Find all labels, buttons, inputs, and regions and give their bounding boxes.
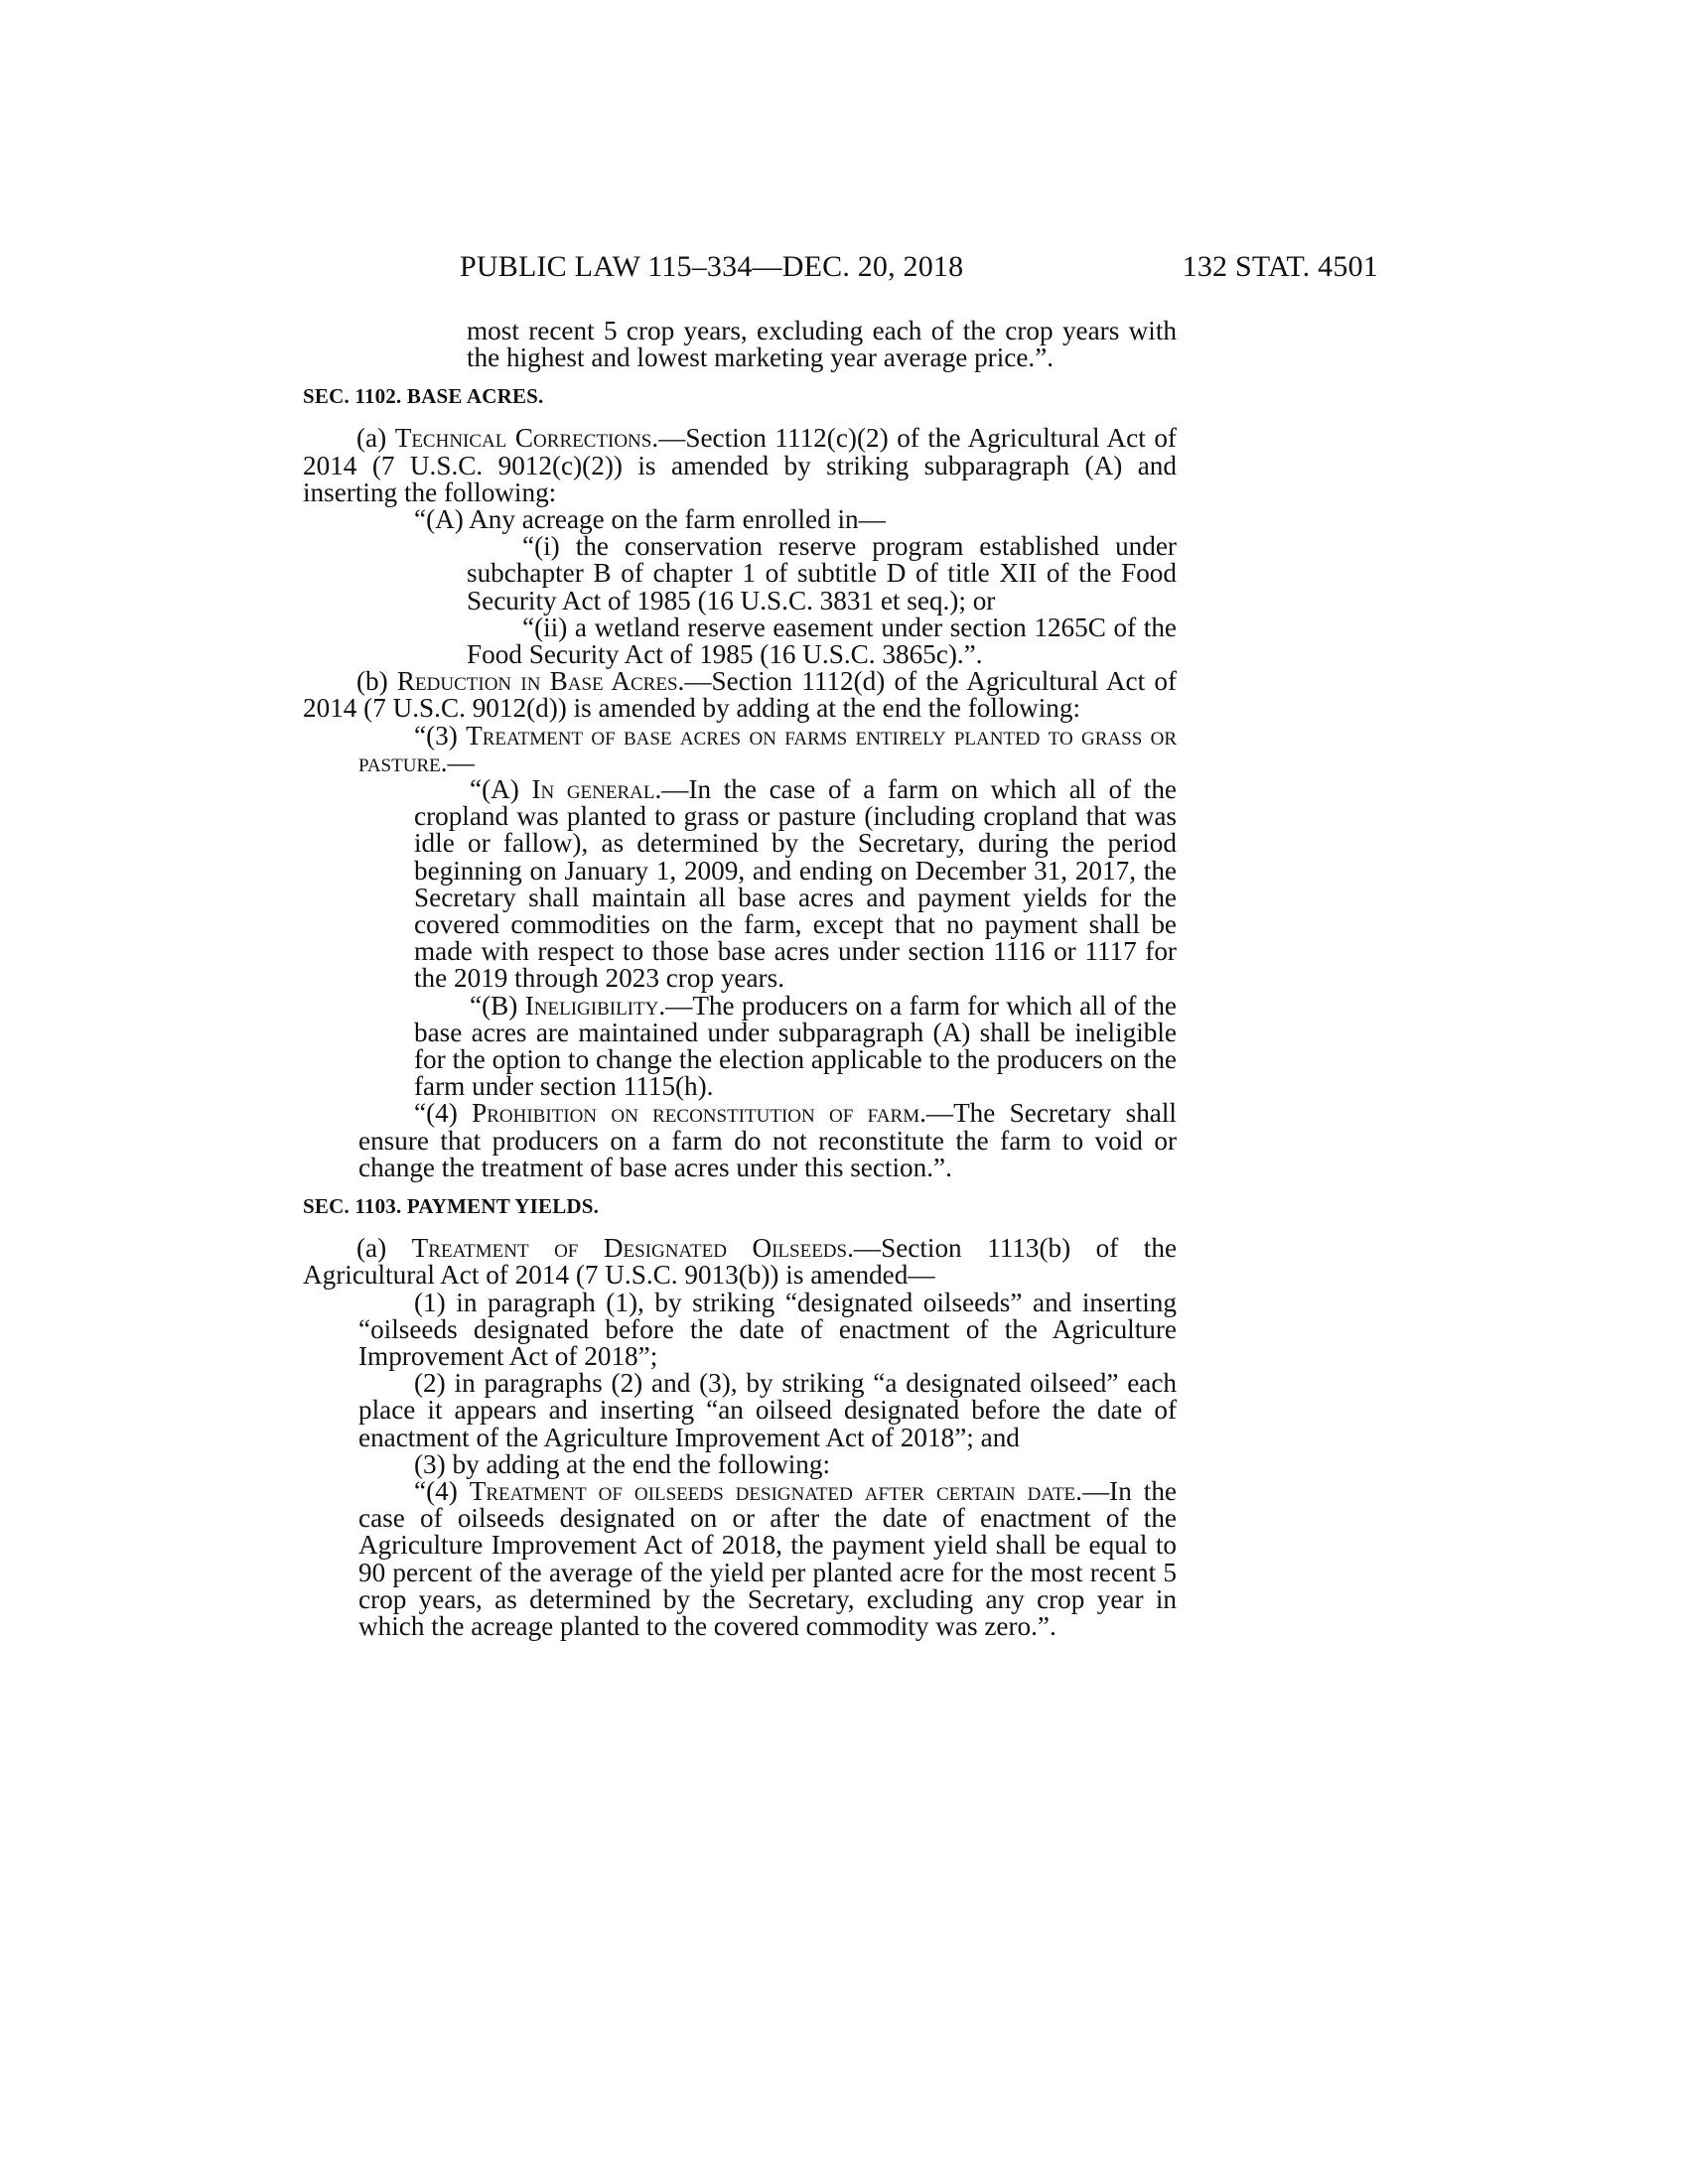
amendment-3: (3) by adding at the end the following: xyxy=(414,1448,831,1479)
paragraph-4-number: “(4) xyxy=(414,1098,473,1129)
paragraph-4-oilseeds-number: “(4) xyxy=(414,1475,470,1506)
running-head-left: PUBLIC LAW 115–334—DEC. 20, 2018 xyxy=(460,250,964,283)
paragraph-4-oilseeds-text: —In the case of oilseeds designated on or after the date of enactment of the Agriculture Improvement Act of 2018, the payment yield shall be equal to 90 percent of the average of the yield per planted acre for the most recent 5 crop years, as determined by the Secretary, excluding any crop year in which the acreage planted to the covered commodity was zero.”. xyxy=(358,1475,1177,1641)
paragraph-3-heading: Treatment of base acres on farms entirely planted to grass or pasture. xyxy=(358,720,1177,777)
paragraph-4-text: —The Secretary shall ensure that producers on a farm do not reconstitute the farm to void or change the treatment of base acres under this section.”. xyxy=(358,1098,1177,1182)
amendment-1: (1) in paragraph (1), by striking “designated oilseeds” and inserting “oilseeds designated before the date of enactment of the Agriculture Improvement Act of 2018”; xyxy=(358,1287,1177,1371)
subsection-b: (b) Reduction in Base Acres.—Section 1112(d) of the Agricultural Act of 2014 (7 U.S.C. 9012(d)) is amended by adding at the end the following: xyxy=(303,666,1177,724)
subparagraph-a xyxy=(303,776,1177,993)
subsection-b-text: —Section 1112(d) of the Agricultural Act of 2014 (7 U.S.C. 9012(d)) is amended by adding at the end the following: xyxy=(303,666,1177,724)
subparagraph-a-heading: In general. xyxy=(531,774,662,805)
quoted-clause-ii: “(ii) a wetland reserve easement under section 1265C of the Food Security Act of 1985 (16 U.S.C. 3865c).”. xyxy=(467,612,1177,670)
quoted-subparagraph-a: “(A) Any acreage on the farm enrolled in— xyxy=(414,504,886,535)
subsection-b-heading: Reduction in Base Acres. xyxy=(396,666,685,697)
document-body xyxy=(303,318,1177,1640)
subparagraph-b-text: —The producers on a farm for which all of the base acres are maintained under subparagraph (A) shall be ineligible for the option to change the election applicable to the producers on the farm under section 1115(h). xyxy=(414,990,1177,1102)
subparagraph-a-text: —In the case of a farm on which all of the cropland was planted to grass or pasture (including cropland that was idle or fallow), as determined by the Secretary, during the period beginning on January 1, 2009, and ending on December 31, 2017, the Secretary shall maintain all base acres and payment yields for the covered commodities on the farm, except that no payment shall be made with respect to those base acres under section 1116 or 1117 for the 2019 through 2023 crop years. xyxy=(414,774,1177,994)
paragraph-4-heading: Prohibition on reconstitution of farm. xyxy=(472,1098,926,1129)
running-head-right: 132 STAT. 4501 xyxy=(1182,250,1378,283)
quoted-clause-i: “(i) the conservation reserve program established under subchapter B of chapter 1 of subtitle D of title XII of the Food Security Act of 1985 (16 U.S.C. 3831 et seq.); or xyxy=(467,531,1177,615)
subsection-a-oilseeds: (a) Treatment of Designated Oilseeds.—Section 1113(b) of the Agricultural Act of 2014 (7 U.S.C. 9013(b)) is amended— xyxy=(303,1233,1178,1291)
paragraph-4 xyxy=(303,1100,1177,1181)
section-heading-1103: SEC. 1103. PAYMENT YIELDS. xyxy=(303,1194,600,1219)
subsection-a-heading: Technical Corrections. xyxy=(394,423,659,454)
amendment-2: (2) in paragraphs (2) and (3), by striking “a designated oilseed” each place it appears and inserting “an oilseed designated before the date of enactment of the Agriculture Improvement Act of 2018”; and xyxy=(358,1368,1177,1452)
paragraph-4-oilseeds xyxy=(303,1475,1177,1641)
paragraph-3 xyxy=(303,720,1177,777)
section-heading-1102: SEC. 1102. BASE ACRES. xyxy=(303,384,544,409)
paragraph-3-dash: — xyxy=(447,747,475,777)
subparagraph-b-heading: Ineligibility. xyxy=(524,990,666,1021)
subparagraph-a-number: “(A) xyxy=(470,774,532,805)
subparagraph-b-number: “(B) xyxy=(470,990,525,1021)
subsection-a: (a) Technical Corrections.—Section 1112(c)(2) of the Agricultural Act of 2014 (7 U.S.C. 9012(c)(2)) is amended by striking subparagraph (A) and inserting the following: xyxy=(303,423,1177,507)
paragraph-continuation: most recent 5 crop years, excluding each of the crop years with the highest and lowest marketing year average price.”. xyxy=(467,316,1177,373)
subsection-a-text: —Section 1112(c)(2) of the Agricultural Act of 2014 (7 U.S.C. 9012(c)(2)) is amended by striking subparagraph (A) and inserting the following: xyxy=(303,423,1177,507)
paragraph-3-number: “(3) xyxy=(414,720,467,751)
subsection-a-oilseeds-text: —Section 1113(b) of the Agricultural Act of 2014 (7 U.S.C. 9013(b)) is amended— xyxy=(303,1233,1178,1291)
subparagraph-b xyxy=(303,990,1177,1102)
paragraph-4-oilseeds-heading: Treatment of oilseeds designated after certain date. xyxy=(469,1475,1082,1506)
subsection-a-oilseeds-heading: Treatment of Designated Oilseeds. xyxy=(411,1233,854,1264)
